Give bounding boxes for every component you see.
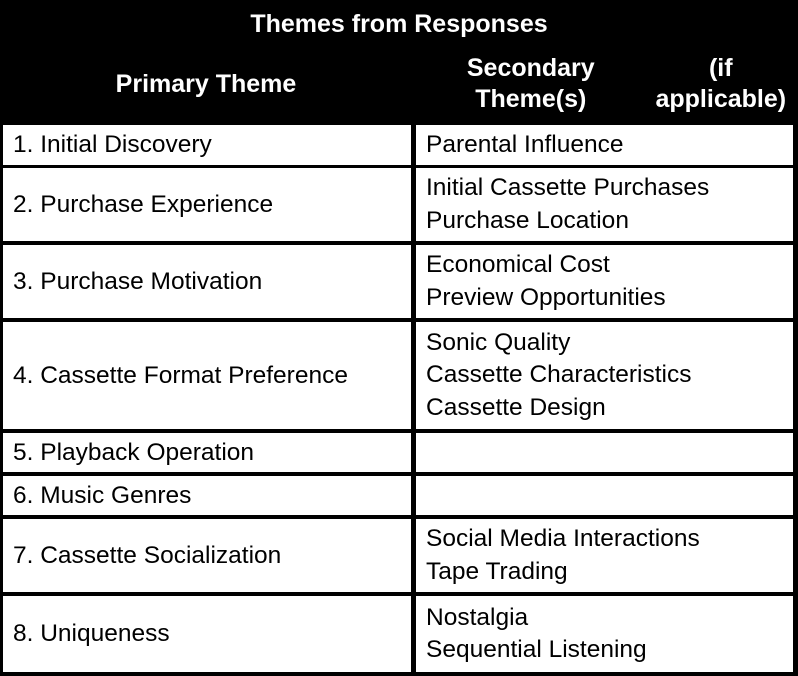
- secondary-theme: Sequential Listening: [426, 636, 647, 663]
- secondary-theme: Initial Cassette Purchases: [426, 174, 710, 201]
- secondary-theme: Nostalgia: [426, 603, 529, 631]
- table-title: Themes from Responses: [250, 10, 548, 38]
- column-header-primary: Primary Theme: [115, 69, 297, 98]
- table-row-8-primary: [3, 596, 411, 672]
- primary-theme: 6. Music Genres: [13, 481, 192, 509]
- secondary-theme: Tape Trading: [426, 557, 568, 585]
- table-row-4-primary: [3, 322, 411, 429]
- table-row-1-primary: [3, 125, 411, 165]
- table-row-8-secondary: [416, 596, 793, 672]
- primary-theme: 3. Purchase Motivation: [13, 267, 263, 295]
- secondary-theme: Social Media Interactions: [426, 525, 700, 552]
- table-row-4-secondary: [416, 322, 793, 429]
- table-row-3-secondary: [416, 245, 793, 318]
- table-row-2-secondary: [416, 168, 793, 241]
- table-row-3-primary: [3, 245, 411, 318]
- table-row-6-primary: [3, 476, 411, 515]
- primary-theme: 5. Playback Operation: [13, 438, 255, 466]
- primary-theme: 8. Uniqueness: [13, 620, 170, 647]
- primary-theme: 4. Cassette Format Preference: [13, 361, 348, 389]
- secondary-theme: Cassette Design: [426, 393, 606, 421]
- secondary-theme: Purchase Location: [426, 206, 629, 234]
- table-row-5-primary: [3, 433, 411, 472]
- table-row-6-secondary: [416, 476, 793, 515]
- table-row-7-primary: [3, 519, 411, 592]
- column-header-secondary-line2: (if applicable): [655, 54, 787, 113]
- table-row-2-primary: [3, 168, 411, 241]
- column-header-secondary: [416, 46, 796, 122]
- secondary-theme: Economical Cost: [426, 251, 610, 278]
- secondary-theme: Preview Opportunities: [426, 283, 666, 311]
- primary-theme: 2. Purchase Experience: [13, 190, 274, 218]
- column-header-secondary-line1: Secondary Theme(s): [466, 54, 595, 113]
- primary-theme: 7. Cassette Socialization: [13, 541, 282, 569]
- table-row-7-secondary: [416, 519, 793, 592]
- table-row-5-secondary: [416, 433, 793, 472]
- secondary-theme: Parental Influence: [426, 130, 624, 158]
- secondary-theme: Cassette Characteristics: [426, 361, 692, 389]
- secondary-theme: Sonic Quality: [426, 328, 571, 356]
- primary-theme: 1. Initial Discovery: [13, 131, 212, 158]
- table-row-1-secondary: [416, 125, 793, 165]
